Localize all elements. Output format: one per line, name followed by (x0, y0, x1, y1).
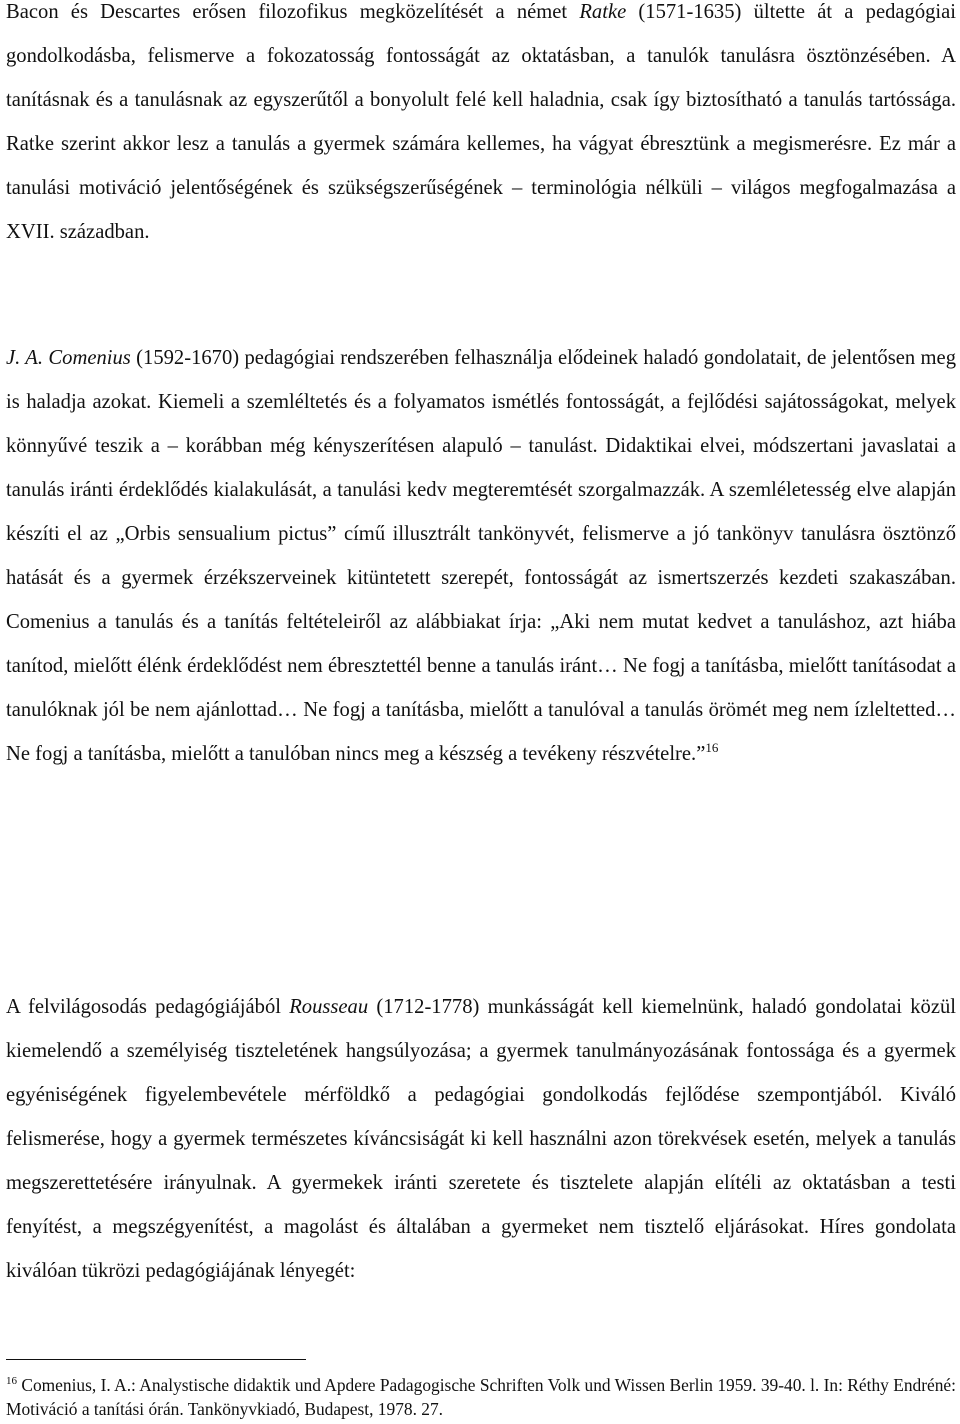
text-run: (1712-1778) munkásságát kell kiemelnünk, haladó gondolatai közül kiemelendő a személyiség tiszteletének hangsúlyozása; a gyermek tanulmányozásának fontossága és a gyermek egyéniségének figyelembevétele mérföldkő a pedagógiai gondolkodás fejlődése szempontjából. Kiváló felismerése, hogy a gyermek természetes kíváncsiságát ki kell használni azon törekvések esetén, melyek a tanulás megszerettetésére irányulnak. A gyermekek iránti szeretete és tisztelete alapján elítéli az oktatásban a testi fenyítést, a megszégyenítést, a magolást és általában a gyermeket nem tisztelő eljárásokat. Híres gondolata kiválóan tükrözi pedagógiájának lényegét: (6, 996, 956, 1282)
footnote-number: 16 (6, 1375, 17, 1388)
text-run: (1571-1635) ültette át a pedagógiai gondolkodásba, felismerve a fokozatosság fontosságát az oktatásban, a tanulók tanulásra ösztönzésében. A tanításnak és a tanulásnak az egyszerűtől a bonyolult felé kell haladnia, csak így biztosítható a tanulás tartóssága. Ratke szerint akkor lesz a tanulás a gyermek számára kellemes, ha vágyat ébresztünk a megismerésre. Ez már a tanulási motiváció jelentőségének és szükségszerűségének – terminológia nélküli – világos megfogalmazása a XVII. században. (6, 1, 956, 243)
text-run: A felvilágosodás pedagógiájából (6, 996, 290, 1018)
footnote-text: Comenius, I. A.: Analystische didaktik und Apdere Padagogische Schriften Volk und Wissen Berlin 1959. 39-40. l. In: Réthy Endréné: Motiváció a tanítási órán. Tankönyvkiadó, Budapest, 1978. 27. (6, 1375, 956, 1419)
text-run-italic: Rousseau (289, 996, 369, 1018)
text-run-italic: Ratke (579, 1, 627, 23)
footnote (6, 1373, 956, 1421)
paragraph-comenius (6, 336, 956, 776)
text-run-italic: J. A. Comenius (6, 347, 131, 369)
paragraph-rousseau (6, 985, 956, 1293)
text-run: Bacon és Descartes erősen filozofikus megközelítését a német (6, 1, 580, 23)
footnote-separator (6, 1359, 306, 1360)
text-run: (1592-1670) pedagógiai rendszerében felhasználja elődeinek haladó gondolatait, de jelentősen meg is haladja azokat. Kiemeli a szemléltetés és a folyamatos ismétlés fontosságát, a fejlődési sajátosságokat, melyek könnyűvé teszik a – korábban még kényszerítésen alapuló – tanulást. Didaktikai elvei, módszertani javaslatai a tanulás iránti érdeklődés kialakulását, a tanulási kedv megteremtését szorgalmazzák. A szemléletesség elve alapján készíti el az „Orbis sensualium pictus” című illusztrált tankönyvét, felismerve a jó tankönyv tanulásra ösztönző hatását és a gyermek érzékszerveinek kitüntetett szerepét, fontosságát az ismertszerzés kezdeti szakaszában. Comenius a tanulás és a tanítás feltételeiről az alábbiakat írja: „Aki nem mutat kedvet a tanuláshoz, azt hiába tanítod, mielőtt élénk érdeklődést nem ébresztettél benne a tanulás iránt… Ne fogj a tanításba, mielőtt tanításodat a tanulóknak jól be nem ajánlottad… Ne fogj a tanításba, mielőtt a tanulóval a tanulás örömét meg nem ízleltetted… Ne fogj a tanításba, mielőtt a tanulóban nincs meg a készség a tevékeny részvételre.” (6, 347, 956, 765)
footnote-reference: 16 (705, 740, 719, 756)
paragraph-ratke (6, 0, 956, 254)
